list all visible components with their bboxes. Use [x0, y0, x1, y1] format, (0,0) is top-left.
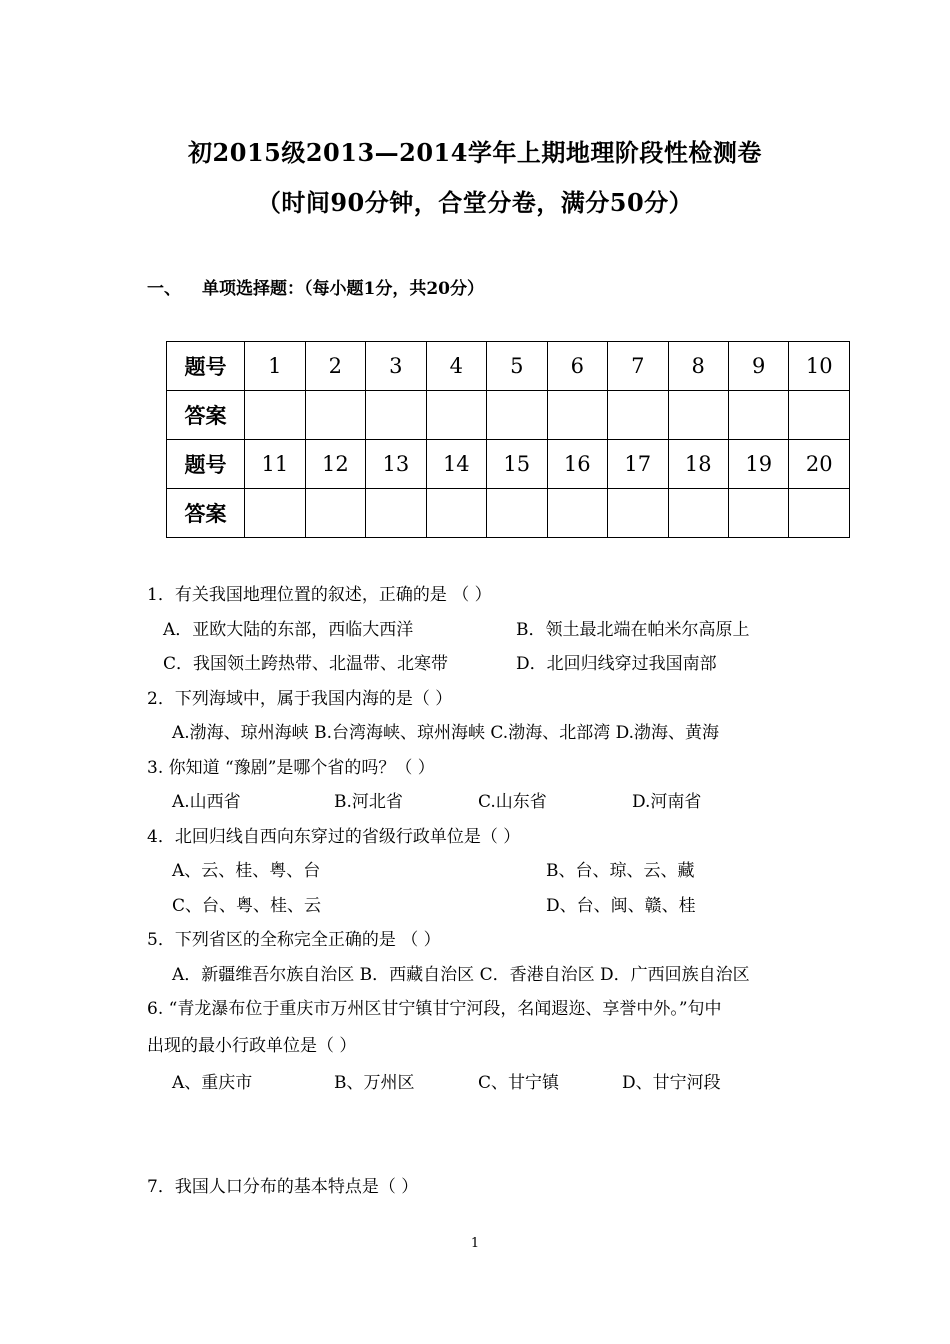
question-7-stem: 7．我国人口分布的基本特点是（ ） [147, 1177, 419, 1197]
question-1-stem: 1．有关我国地理位置的叙述，正确的是 （ ） [147, 585, 492, 605]
answer-cell[interactable] [487, 489, 547, 538]
table-row [167, 489, 850, 538]
question-number-label: 题号 [167, 342, 245, 391]
answer-cell[interactable] [728, 489, 788, 538]
page-number: 1 [470, 1236, 480, 1251]
question-3-stem: 3. 你知道 “豫剧”是哪个省的吗？（ ） [147, 758, 435, 778]
question-6-option-c: C、甘宁镇 [478, 1073, 560, 1093]
answer-cell[interactable] [366, 489, 426, 538]
question-number: 20 [789, 440, 850, 489]
question-2-options: A.渤海、琼州海峡 B.台湾海峡、琼州海峡 C.渤海、北部湾 D.渤海、黄海 [172, 723, 720, 743]
answer-cell[interactable] [789, 391, 850, 440]
section-text: 单项选择题：（每小题1分，共20分） [202, 279, 484, 299]
answer-cell[interactable] [789, 489, 850, 538]
question-number: 6 [547, 342, 607, 391]
question-1-option-d: D．北回归线穿过我国南部 [516, 654, 717, 674]
question-3-option-b: B.河北省 [334, 792, 403, 812]
answer-cell[interactable] [487, 391, 547, 440]
question-number: 3 [366, 342, 426, 391]
question-number: 14 [426, 440, 486, 489]
answer-cell[interactable] [426, 391, 486, 440]
answer-cell[interactable] [728, 391, 788, 440]
question-number: 11 [245, 440, 305, 489]
answer-cell[interactable] [245, 391, 305, 440]
answer-label: 答案 [167, 391, 245, 440]
question-4-stem: 4．北回归线自西向东穿过的省级行政单位是（ ） [147, 827, 521, 847]
question-6-option-a: A、重庆市 [172, 1073, 253, 1093]
question-number: 8 [668, 342, 728, 391]
question-number: 15 [487, 440, 547, 489]
question-5-stem: 5．下列省区的全称完全正确的是 （ ） [147, 930, 441, 950]
question-4-option-b: B、台、琼、云、藏 [546, 861, 695, 881]
table-row [167, 440, 850, 489]
section-heading [147, 274, 484, 299]
question-number: 16 [547, 440, 607, 489]
table-row [167, 391, 850, 440]
question-number: 1 [245, 342, 305, 391]
answer-cell[interactable] [547, 489, 607, 538]
answer-cell[interactable] [668, 489, 728, 538]
answer-cell[interactable] [305, 391, 365, 440]
question-6-stem-line-2: 出现的最小行政单位是（ ） [147, 1036, 357, 1056]
answer-cell[interactable] [547, 391, 607, 440]
question-number: 12 [305, 440, 365, 489]
answer-cell[interactable] [608, 489, 668, 538]
question-4-option-a: A、云、桂、粤、台 [172, 861, 321, 881]
exam-title: 初2015级2013—2014学年上期地理阶段性检测卷 [188, 138, 762, 167]
answer-table [166, 341, 850, 538]
answer-cell[interactable] [426, 489, 486, 538]
answer-cell[interactable] [608, 391, 668, 440]
question-number: 13 [366, 440, 426, 489]
question-2-stem: 2．下列海域中，属于我国内海的是（ ） [147, 689, 453, 709]
question-6-option-d: D、甘宁河段 [622, 1073, 721, 1093]
answer-label: 答案 [167, 489, 245, 538]
question-5-options: A．新疆维吾尔族自治区 B．西藏自治区 C．香港自治区 D．广西回族自治区 [172, 965, 750, 985]
question-3-option-a: A.山西省 [172, 792, 241, 812]
section-number: 一、 [147, 279, 181, 299]
exam-subtitle: （时间90分钟，合堂分卷，满分50分） [256, 188, 694, 217]
question-4-option-d: D、台、闽、赣、桂 [546, 896, 696, 916]
answer-cell[interactable] [668, 391, 728, 440]
question-1-option-a: A．亚欧大陆的东部，西临大西洋 [163, 620, 414, 640]
question-3-option-c: C.山东省 [478, 792, 547, 812]
answer-cell[interactable] [305, 489, 365, 538]
question-number: 4 [426, 342, 486, 391]
answer-cell[interactable] [245, 489, 305, 538]
question-number: 9 [728, 342, 788, 391]
question-1-option-c: C．我国领土跨热带、北温带、北寒带 [163, 654, 449, 674]
question-number: 19 [728, 440, 788, 489]
question-number: 18 [668, 440, 728, 489]
question-number: 10 [789, 342, 850, 391]
question-number: 17 [608, 440, 668, 489]
question-number-label: 题号 [167, 440, 245, 489]
table-row [167, 342, 850, 391]
question-4-option-c: C、台、粤、桂、云 [172, 896, 322, 916]
question-3-option-d: D.河南省 [632, 792, 702, 812]
question-number: 2 [305, 342, 365, 391]
question-number: 5 [487, 342, 547, 391]
question-6-stem-line-1: 6. “青龙瀑布位于重庆市万州区甘宁镇甘宁河段，名闻遐迩、享誉中外。”句中 [147, 999, 722, 1019]
question-6-option-b: B、万州区 [334, 1073, 415, 1093]
question-number: 7 [608, 342, 668, 391]
question-1-option-b: B．领土最北端在帕米尔高原上 [516, 620, 750, 640]
answer-cell[interactable] [366, 391, 426, 440]
